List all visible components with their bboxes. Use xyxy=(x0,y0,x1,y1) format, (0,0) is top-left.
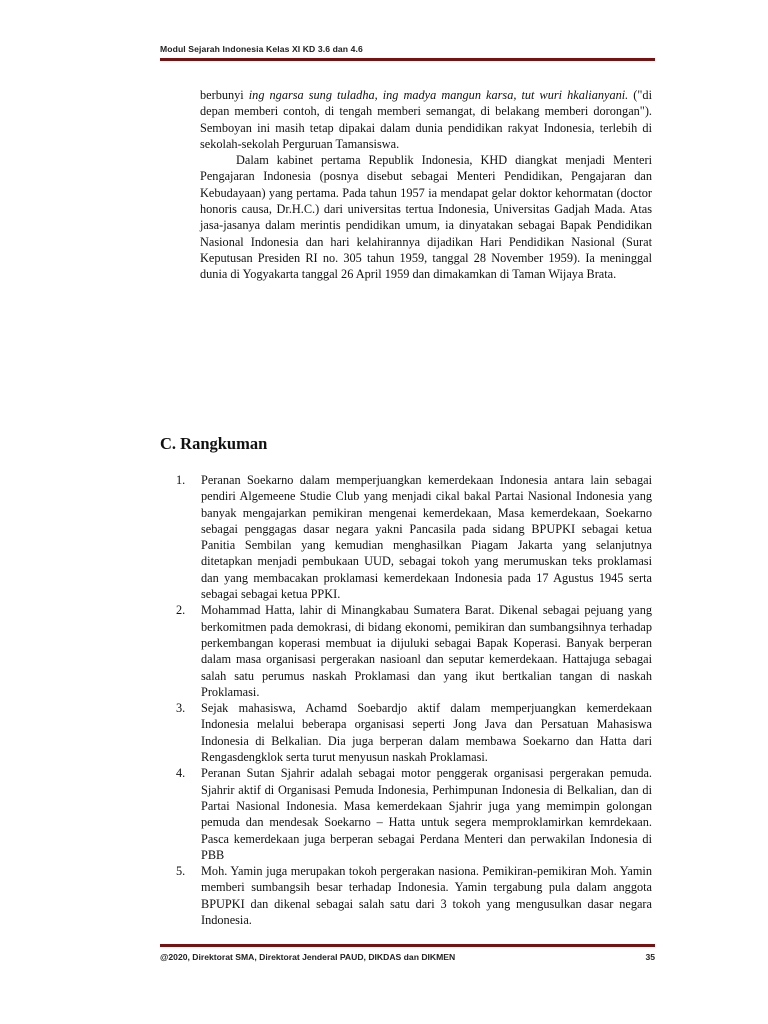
summary-item-text: Mohammad Hatta, lahir di Minangkabau Sumatera Barat. Dikenal sebagai pejuang yang berkomitmen pada demokrasi, di bidang ekonomi, pemikiran dan sumbangsihnya terhadap perkembangan koperasi membuat ia dijuluki sebagai Bapak Koperasi. Banyak berperan dalam masa organisasi pergerakan nasioanl dan seputar kemerdekaan. Hattajuga sebagai salah satu perumus naskah Proklamasi dan yang ikut bertkalian tangan di naskah Proklamasi. xyxy=(201,603,652,699)
summary-item-text: Moh. Yamin juga merupakan tokoh pergerakan nasiona. Pemikiran-pemikiran Moh. Yamin memberi sumbangsih besar terhadap Indonesia. Yamin tergabung pula dalam anggota BPUPKI dan dikenal sebagai salah satu dari 3 tokoh yang mengusulkan dasar negara Indonesia. xyxy=(201,864,652,928)
summary-list xyxy=(176,472,652,928)
intro-text xyxy=(200,87,652,283)
footer-rule xyxy=(160,944,655,947)
summary-item-5 xyxy=(176,863,652,928)
intro-paragraph-2: Dalam kabinet pertama Republik Indonesia, KHD diangkat menjadi Menteri Pengajaran Indonesia (posnya disebut sebagai Menteri Pendidikan, Pengajaran dan Kebudayaan) yang pertama. Pada tahun 1957 ia mendapat gelar doktor kehormatan (doctor honoris causa, Dr.H.C.) dari universitas tertua Indonesia, Universitas Gadjah Mada. Atas jasa-jasanya dalam merintis pendidikan umum, ia dinyatakan sebagai Bapak Pendidikan Nasional Indonesia dan hari kelahirannya dijadikan Hari Pendidikan Nasional (Surat Keputusan Presiden RI no. 305 tahun 1959, tanggal 28 November 1959). Ia meninggal dunia di Yogyakarta tanggal 26 April 1959 dan dimakamkan di Taman Wijaya Brata. xyxy=(200,153,652,282)
summary-item-1 xyxy=(176,472,652,602)
intro-p1-italic: ing ngarsa sung tuladha, ing madya mangun karsa, tut wuri hkalianyani. xyxy=(248,88,629,102)
section-title: C. Rangkuman xyxy=(160,434,268,453)
header-rule xyxy=(160,58,655,61)
summary-item-text: Peranan Soekarno dalam memperjuangkan kemerdekaan Indonesia antara lain sebagai pendiri Algemeene Studie Club yang menjadi cikal bakal Partai Nasional Indonesia yang banyak mengajarkan pemikiran mengenai kemerdekaan, Masa kemerdekaan, Soekarno sebagai penggagas dasar negara yakni Pancasila pada sidang BPUPKI sebagai ketua Panitia Sembilan yang kemudian menghasilkan Piagam Jakarta yang selanjutnya ditetapkan menjadi pembukaan UUD, sebagai tokoh yang merumuskan teks proklamasi dan yang membacakan proklamasi kemerdekaan Indonesia pada 17 Agustus 1945 serta sebagai sebagai ketua PPKI. xyxy=(201,473,652,602)
intro-p1-start: berbunyi xyxy=(200,88,249,102)
summary-item-number: 5. xyxy=(176,864,186,879)
footer-copyright: @2020, Direktorat SMA, Direktorat Jenderal PAUD, DIKDAS dan DIKMEN xyxy=(160,952,456,962)
summary-item-number: 2. xyxy=(176,603,186,618)
intro-p1-rest: ("di depan memberi contoh, di tengah memberi semangat, di belakang memberi dorongan"). Semboyan ini masih tetap dipakai dalam dunia pendidikan rakyat Indonesia, terlebih di sekolah-sekolah Perguruan Tamansiswa. xyxy=(200,88,652,151)
intro-paragraph-1 xyxy=(200,87,652,152)
summary-item-3 xyxy=(176,700,652,765)
summary-item-text: Sejak mahasiswa, Achamd Soebardjo aktif dalam memperjuangkan kemerdekaan Indonesia melalui beberapa organisasi seperti Jong Java dan Persatuan Mahasiswa Indonesia di Belkalian. Dia juga berperan dalam membawa Soekarno dan Hatta dari Rengasdengklok serta turut menyusun naskah Proklamasi. xyxy=(201,701,652,765)
summary-item-text: Peranan Sutan Sjahrir adalah sebagai motor penggerak organisasi pergerakan pemuda. Sjahrir aktif di Organisasi Pemuda Indonesia, Perhimpunan Indonesia di Belkalian, dan di Partai Nasional Indonesia. Masa kemerdekaan Sjahrir juga yang memimpin golongan pemuda dan mendesak Soekarno – Hatta untuk segera memproklamirkan kemrdekaan. Pasca kemerdekaan juga berperan sebagai Perdana Menteri dan perwakilan Indonesia di PBB xyxy=(201,766,652,862)
summary-item-number: 3. xyxy=(176,701,186,716)
page-header: Modul Sejarah Indonesia Kelas XI KD 3.6 dan 4.6 xyxy=(160,44,363,54)
summary-item-2 xyxy=(176,602,652,700)
summary-item-number: 1. xyxy=(176,473,186,487)
summary-item-number: 4. xyxy=(176,766,186,781)
page-number: 35 xyxy=(645,952,655,962)
summary-item-4 xyxy=(176,765,652,863)
page-footer xyxy=(160,952,655,962)
